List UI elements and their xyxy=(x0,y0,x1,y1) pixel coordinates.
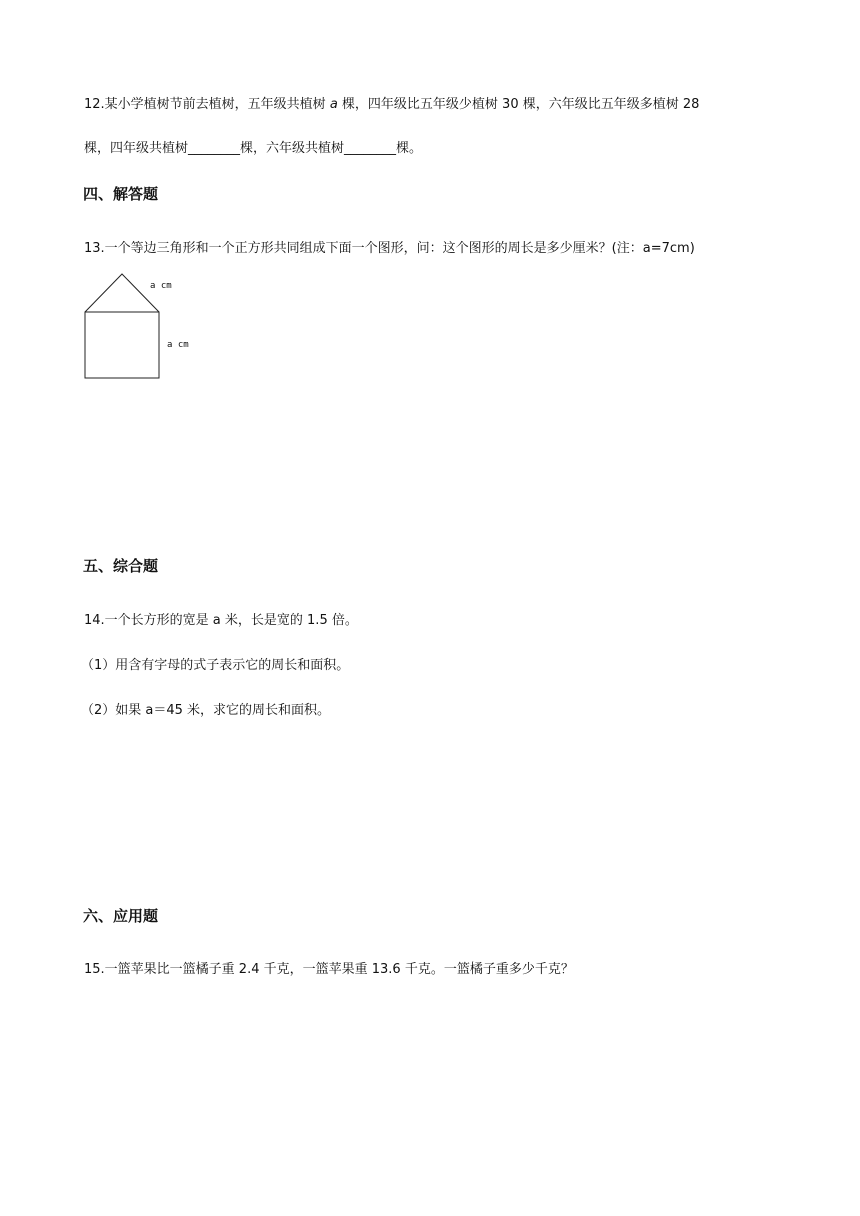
section-heading-6: 六、应用题 xyxy=(83,907,159,925)
question-14-sub-2: （2）如果 a＝45 米，求它的周长和面积。 xyxy=(81,703,331,718)
section-heading-5: 五、综合题 xyxy=(83,557,159,575)
square-side-label: a cm xyxy=(167,340,189,350)
variable-a: a xyxy=(329,97,338,112)
question-12-line-2: 棵，四年级共植树________棵，六年级共植树________棵。 xyxy=(84,141,423,156)
question-15-text: 15.一篮苹果比一篮橘子重 2.4 千克，一篮苹果重 13.6 千克。一篮橘子重多少千克？ xyxy=(84,962,574,977)
figure-svg xyxy=(78,268,208,388)
question-14-text: 14.一个长方形的宽是 a 米，长是宽的 1.5 倍。 xyxy=(84,613,358,628)
question-12-line-1: 12.某小学植树节前去植树，五年级共植树 a 棵，四年级比五年级少植树 30 棵，六年级比五年级多植树 28 xyxy=(84,97,700,112)
question-14-sub-1: （1）用含有字母的式子表示它的周长和面积。 xyxy=(81,658,350,673)
square-shape xyxy=(85,312,159,378)
triangle-side-label: a cm xyxy=(150,281,172,291)
question-13-text: 13.一个等边三角形和一个正方形共同组成下面一个图形，问：这个图形的周长是多少厘米？(注：a=7cm) xyxy=(84,241,695,256)
triangle-square-figure xyxy=(78,268,208,388)
triangle-shape xyxy=(85,274,159,312)
section-heading-4: 四、解答题 xyxy=(83,185,159,203)
